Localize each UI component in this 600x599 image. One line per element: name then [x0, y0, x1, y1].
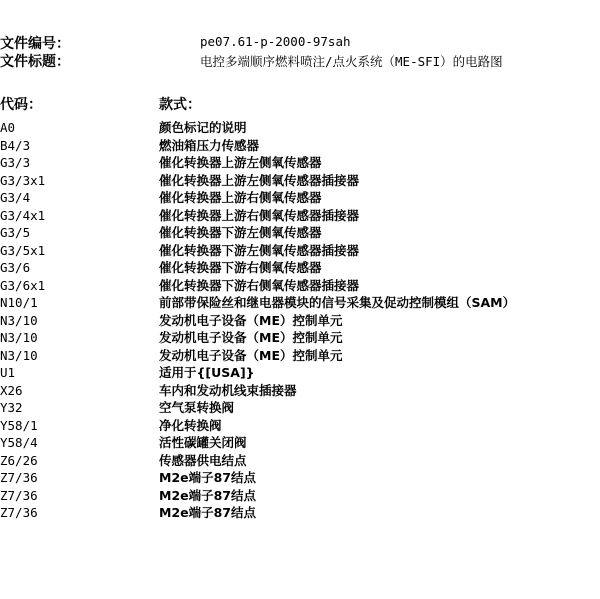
- component-list: [0, 119, 600, 522]
- component-description: 催化转换器下游左侧氧传感器插接器: [159, 242, 360, 258]
- component-code: G3/6: [0, 260, 31, 276]
- component-description: 颜色标记的说明: [159, 120, 247, 135]
- file-title-value: 电控多端顺序燃料喷注/点火系统（ME-SFI）的电路图: [200, 54, 503, 69]
- component-code: G3/3: [0, 155, 31, 171]
- list-item: [0, 119, 600, 137]
- list-item: [0, 347, 600, 365]
- list-item: [0, 329, 600, 347]
- component-description: 催化转换器上游左侧氧传感器插接器: [159, 172, 360, 188]
- list-item: [0, 382, 600, 400]
- component-code: Z7/36: [0, 505, 38, 521]
- component-description: 催化转换器上游右侧氧传感器插接器: [159, 207, 360, 223]
- component-description: 催化转换器下游右侧氧传感器插接器: [159, 277, 360, 293]
- component-description: M2e端子87结点: [159, 487, 257, 503]
- component-code: N3/10: [0, 312, 38, 328]
- code-column-header: 代码：: [0, 97, 42, 113]
- list-item: [0, 469, 600, 487]
- component-code: N3/10: [0, 347, 38, 363]
- component-description: 发动机电子设备（ME）控制单元: [159, 312, 343, 328]
- component-description: 发动机电子设备（ME）控制单元: [159, 330, 343, 346]
- component-description: 空气泵转换阀: [159, 400, 235, 416]
- list-item: [0, 259, 600, 277]
- component-code: G3/6x1: [0, 277, 46, 293]
- component-description: 前部带保险丝和继电器模块的信号采集及促动控制模组（SAM）: [159, 295, 516, 311]
- component-code: N10/1: [0, 295, 38, 311]
- list-item: [0, 452, 600, 470]
- component-code: B4/3: [0, 137, 31, 153]
- component-code: N3/10: [0, 330, 38, 346]
- list-item: [0, 434, 600, 452]
- list-item: [0, 154, 600, 172]
- list-item: [0, 294, 600, 312]
- component-description: 活性碳罐关闭阀: [159, 435, 247, 451]
- list-item: [0, 172, 600, 190]
- description-column-header: 款式：: [159, 97, 201, 113]
- component-description: 净化转换阀: [159, 417, 222, 433]
- component-description: 催化转换器上游左侧氧传感器: [159, 155, 322, 171]
- component-code: Z7/36: [0, 487, 38, 503]
- list-item: [0, 189, 600, 207]
- component-description: 催化转换器上游右侧氧传感器: [159, 190, 322, 206]
- component-code: A0: [0, 120, 16, 135]
- list-item: [0, 364, 600, 382]
- file-title-row: [0, 51, 600, 71]
- component-description: 催化转换器下游左侧氧传感器: [159, 225, 322, 241]
- list-item: [0, 224, 600, 242]
- list-item: [0, 487, 600, 505]
- component-code: X26: [0, 382, 23, 398]
- component-description: 适用于{[USA]}: [159, 365, 255, 381]
- file-number-label: 文件编号：: [0, 36, 70, 52]
- component-description: 燃油箱压力传感器: [159, 137, 260, 153]
- list-item: [0, 277, 600, 295]
- component-code: G3/4: [0, 190, 31, 206]
- component-description: 车内和发动机线束插接器: [159, 382, 297, 398]
- component-code: U1: [0, 365, 16, 381]
- file-number-value: pe07.61-p-2000-97sah: [200, 34, 351, 49]
- list-item: [0, 312, 600, 330]
- component-code: Y32: [0, 400, 23, 416]
- component-description: M2e端子87结点: [159, 470, 257, 486]
- list-item: [0, 137, 600, 155]
- file-number-row: [0, 33, 600, 53]
- list-item: [0, 242, 600, 260]
- component-code: Y58/1: [0, 417, 38, 433]
- component-description: M2e端子87结点: [159, 505, 257, 521]
- component-description: 传感器供电结点: [159, 452, 247, 468]
- file-title-label: 文件标题：: [0, 54, 70, 70]
- component-code: G3/3x1: [0, 172, 46, 188]
- list-item: [0, 417, 600, 435]
- component-code: Z6/26: [0, 452, 38, 468]
- component-description: 催化转换器下游右侧氧传感器: [159, 260, 322, 276]
- component-code: Z7/36: [0, 470, 38, 486]
- list-item: [0, 504, 600, 522]
- component-code: Y58/4: [0, 435, 38, 451]
- list-item: [0, 207, 600, 225]
- component-code: G3/5: [0, 225, 31, 241]
- component-code: G3/4x1: [0, 207, 46, 223]
- component-description: 发动机电子设备（ME）控制单元: [159, 347, 343, 363]
- list-item: [0, 399, 600, 417]
- component-code: G3/5x1: [0, 242, 46, 258]
